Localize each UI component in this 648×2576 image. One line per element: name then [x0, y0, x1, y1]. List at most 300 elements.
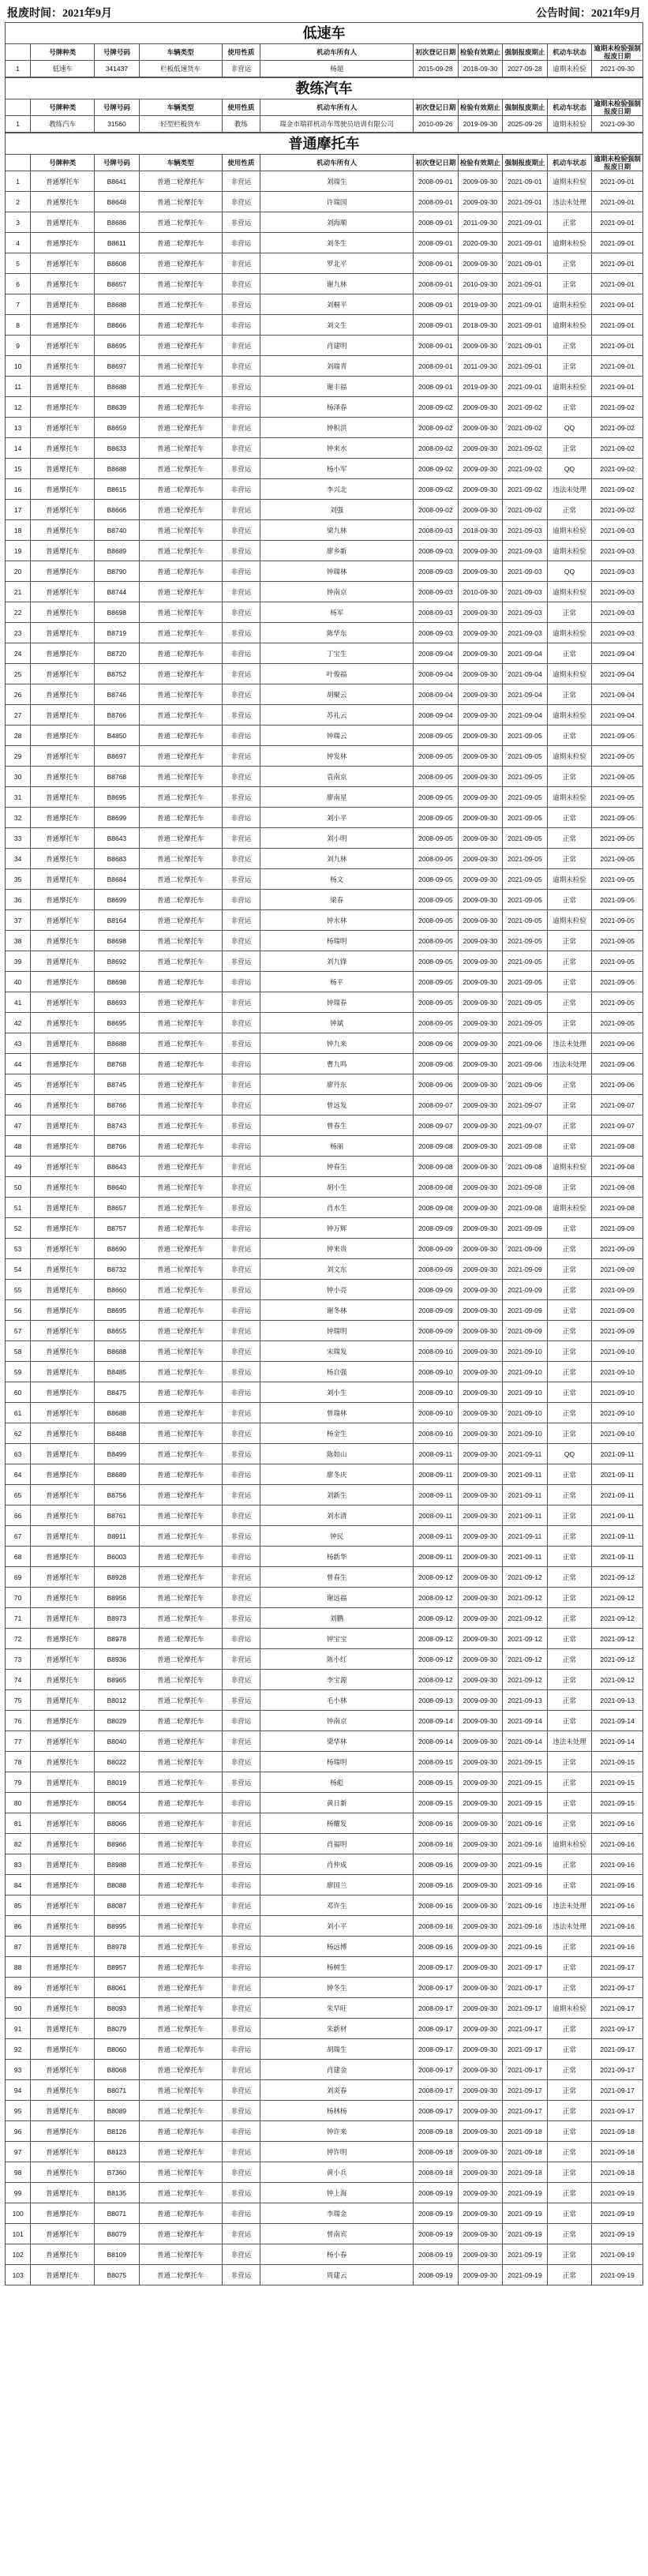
table-cell: 2021-09-08 — [503, 1136, 548, 1157]
table-cell: 非营运 — [222, 2080, 260, 2101]
table-cell: 普通摩托车 — [31, 787, 95, 808]
table-cell: 2021-09-17 — [503, 2080, 548, 2101]
table-cell: 2021-09-11 — [592, 1547, 643, 1567]
table-cell: 2008-09-17 — [414, 2060, 459, 2080]
table-cell: 胡瑞生 — [260, 2039, 414, 2060]
table-cell: 正常 — [547, 1280, 592, 1300]
table-cell: 2021-09-13 — [592, 1690, 643, 1711]
table-cell: 普通摩托车 — [31, 890, 95, 910]
table-cell: 钟水林 — [260, 910, 414, 931]
table-row — [6, 1403, 643, 1423]
table-cell: 普通摩托车 — [31, 1793, 95, 1813]
table-cell: 逾期未检验 — [547, 664, 592, 684]
table-cell: 非营运 — [222, 931, 260, 951]
table-cell: 正常 — [547, 890, 592, 910]
table-cell: 37 — [6, 910, 31, 931]
table-cell: 普通二轮摩托车 — [139, 1013, 222, 1033]
table-row — [6, 520, 643, 541]
table-row — [6, 1834, 643, 1854]
table-cell: 正常 — [547, 212, 592, 233]
table-cell: 42 — [6, 1013, 31, 1033]
table-cell: 钟发林 — [260, 746, 414, 767]
table-cell: 普通摩托车 — [31, 294, 95, 315]
table-cell: B8719 — [95, 623, 140, 643]
table-cell: 2009-09-30 — [458, 1547, 503, 1567]
table-cell: 逾期未检验 — [547, 1198, 592, 1218]
table-cell: 钟小亮 — [260, 1280, 414, 1300]
table-cell: 普通二轮摩托车 — [139, 1731, 222, 1752]
table-row — [6, 643, 643, 664]
table-cell: 普通二轮摩托车 — [139, 726, 222, 746]
table-row — [6, 828, 643, 849]
table-cell: B8956 — [95, 1588, 140, 1608]
table-cell: 2008-09-05 — [414, 992, 459, 1013]
table-cell: 普通二轮摩托车 — [139, 479, 222, 500]
table-cell: 2021-09-15 — [503, 1793, 548, 1813]
table-cell: 2008-09-05 — [414, 726, 459, 746]
column-header: 车辆类型 — [139, 155, 222, 171]
table-cell: 2009-09-30 — [458, 1793, 503, 1813]
table-cell: 2009-09-30 — [458, 1074, 503, 1095]
table-cell: 正常 — [547, 2080, 592, 2101]
table-cell: 51 — [6, 1198, 31, 1218]
table-cell: 2021-09-11 — [503, 1526, 548, 1547]
table-cell: 2021-09-05 — [503, 890, 548, 910]
table-cell: 普通摩托车 — [31, 1629, 95, 1649]
table-cell: 2009-09-30 — [458, 1629, 503, 1649]
table-cell: 2021-09-10 — [592, 1403, 643, 1423]
table-cell: 非营运 — [222, 1116, 260, 1136]
table-cell: 普通摩托车 — [31, 992, 95, 1013]
table-cell: 普通摩托车 — [31, 2080, 95, 2101]
table-cell: 非营运 — [222, 294, 260, 315]
table-cell: 2009-09-30 — [458, 2224, 503, 2244]
table-cell: 普通摩托车 — [31, 377, 95, 397]
table-cell: 2021-09-17 — [592, 1957, 643, 1978]
table-cell: 2008-09-12 — [414, 1629, 459, 1649]
table-cell: 2021-09-16 — [503, 1834, 548, 1854]
table-cell: 2021-09-05 — [503, 910, 548, 931]
table-cell: 1 — [6, 171, 31, 192]
table-cell: 2021-09-18 — [592, 2162, 643, 2183]
table-cell: 2021-09-17 — [503, 2101, 548, 2121]
table-cell: 非营运 — [222, 664, 260, 684]
table-cell: 2009-09-30 — [458, 1033, 503, 1054]
table-row — [6, 336, 643, 356]
table-cell: 普通二轮摩托车 — [139, 1218, 222, 1239]
table-cell: 普通二轮摩托车 — [139, 767, 222, 787]
table-cell: 2008-09-01 — [414, 233, 459, 253]
table-cell: 普通摩托车 — [31, 212, 95, 233]
table-cell: 普通摩托车 — [31, 1382, 95, 1403]
table-row — [6, 1916, 643, 1937]
table-cell: 普通二轮摩托车 — [139, 2183, 222, 2203]
table-cell: 正常 — [547, 972, 592, 992]
table-cell: 非营运 — [222, 1670, 260, 1690]
table-cell: 38 — [6, 931, 31, 951]
table-row — [6, 1875, 643, 1895]
table-cell: 普通摩托车 — [31, 459, 95, 479]
table-cell: 李瑞金 — [260, 2203, 414, 2224]
table-cell: 2021-09-11 — [503, 1547, 548, 1567]
table-cell: B8660 — [95, 1280, 140, 1300]
table-cell: 普通二轮摩托车 — [139, 1074, 222, 1095]
table-cell: 非营运 — [222, 336, 260, 356]
table-cell: B8697 — [95, 356, 140, 377]
table-cell: 普通摩托车 — [31, 1526, 95, 1547]
table-cell: 普通二轮摩托车 — [139, 1711, 222, 1731]
table-cell: 逾期未检验 — [547, 787, 592, 808]
table-cell: 非营运 — [222, 1526, 260, 1547]
table-cell: 2021-09-05 — [592, 951, 643, 972]
table-cell: 2008-09-05 — [414, 972, 459, 992]
table-cell: 普通二轮摩托车 — [139, 2265, 222, 2285]
table-row — [6, 1280, 643, 1300]
table-cell: 钟民 — [260, 1526, 414, 1547]
table-cell: 2021-09-03 — [503, 602, 548, 623]
table-cell: 正常 — [547, 1464, 592, 1485]
table-cell: B8697 — [95, 746, 140, 767]
table-cell: 2021-09-12 — [592, 1670, 643, 1690]
table-cell: 2009-09-30 — [458, 1670, 503, 1690]
table-cell: 11 — [6, 377, 31, 397]
table-cell: 普通摩托车 — [31, 1772, 95, 1793]
table-cell: 46 — [6, 1095, 31, 1116]
table-cell: 非营运 — [222, 1752, 260, 1772]
table-cell: 2021-09-05 — [503, 1013, 548, 1033]
table-cell: 2008-09-14 — [414, 1731, 459, 1752]
table-cell: 普通摩托车 — [31, 2039, 95, 2060]
table-cell: 刘文东 — [260, 1259, 414, 1280]
table-cell: 2008-09-05 — [414, 869, 459, 890]
table-cell: 非营运 — [222, 1403, 260, 1423]
table-cell: 35 — [6, 869, 31, 890]
table-cell: 非营运 — [222, 1280, 260, 1300]
table-cell: 普通二轮摩托车 — [139, 582, 222, 602]
table-cell: 普通二轮摩托车 — [139, 1772, 222, 1793]
table-cell: 普通二轮摩托车 — [139, 274, 222, 294]
table-cell: 2009-09-30 — [458, 1916, 503, 1937]
table-cell: 普通二轮摩托车 — [139, 664, 222, 684]
table-cell: 2008-09-11 — [414, 1444, 459, 1464]
table-cell: 曾南宾 — [260, 2224, 414, 2244]
table-cell: 普通二轮摩托车 — [139, 1464, 222, 1485]
table-cell: 普通摩托车 — [31, 1321, 95, 1341]
table-cell: 54 — [6, 1259, 31, 1280]
table-cell: 黄日新 — [260, 1793, 414, 1813]
table-cell: 2021-09-03 — [592, 561, 643, 582]
table-cell: 逾期未检验 — [547, 541, 592, 561]
table-cell: 2018-09-30 — [458, 315, 503, 336]
table-cell: 谢丰福 — [260, 377, 414, 397]
table-cell: 2018-09-30 — [458, 61, 503, 77]
table-row — [6, 1998, 643, 2019]
table-row — [6, 808, 643, 828]
table-cell: 正常 — [547, 1300, 592, 1321]
table-cell: 杨树生 — [260, 1957, 414, 1978]
table-cell: 普通二轮摩托车 — [139, 2142, 222, 2162]
table-cell: B8695 — [95, 1300, 140, 1321]
table-cell: 2009-09-30 — [458, 787, 503, 808]
table-cell: 2009-09-30 — [458, 726, 503, 746]
table-cell: 2008-09-03 — [414, 561, 459, 582]
table-cell: 2009-09-30 — [458, 1567, 503, 1588]
table-row — [6, 1198, 643, 1218]
table-cell: 正常 — [547, 992, 592, 1013]
table-cell: 2008-09-11 — [414, 1485, 459, 1505]
table-cell: B8109 — [95, 2244, 140, 2265]
table-cell: 2021-09-08 — [592, 1198, 643, 1218]
table-cell: 杨泽春 — [260, 397, 414, 418]
table-cell: 96 — [6, 2121, 31, 2142]
table-cell: 肖福明 — [260, 1834, 414, 1854]
table-cell: 57 — [6, 1321, 31, 1341]
table-cell: 97 — [6, 2142, 31, 2162]
table-cell: 非营运 — [222, 1813, 260, 1834]
table-cell: 2021-09-05 — [503, 828, 548, 849]
table-cell: 2021-09-16 — [503, 1937, 548, 1957]
table-cell: 正常 — [547, 1629, 592, 1649]
table-cell: 20 — [6, 561, 31, 582]
table-cell: 59 — [6, 1362, 31, 1382]
table-cell: B8699 — [95, 808, 140, 828]
table-cell: 非营运 — [222, 212, 260, 233]
table-cell: 普通摩托车 — [31, 1834, 95, 1854]
table-cell: 普通二轮摩托车 — [139, 233, 222, 253]
table-cell: 朱早旺 — [260, 1998, 414, 2019]
table-cell: B8611 — [95, 233, 140, 253]
table-cell: 正常 — [547, 1362, 592, 1382]
table-row — [6, 1937, 643, 1957]
table-cell: 25 — [6, 664, 31, 684]
table-cell: 2009-09-30 — [458, 849, 503, 869]
table-cell: 2021-09-12 — [592, 1567, 643, 1588]
table-cell: 非营运 — [222, 808, 260, 828]
table-cell: 杨远博 — [260, 1937, 414, 1957]
table-cell: 正常 — [547, 1793, 592, 1813]
table-cell: B8683 — [95, 849, 140, 869]
table-cell: 非营运 — [222, 705, 260, 726]
table-cell: 2021-09-01 — [592, 356, 643, 377]
table-row — [6, 1813, 643, 1834]
table-cell: 刘炎春 — [260, 2080, 414, 2101]
table-cell: 2021-09-12 — [503, 1567, 548, 1588]
table-cell: 普通二轮摩托车 — [139, 1588, 222, 1608]
table-cell: 刘瑞青 — [260, 356, 414, 377]
table-cell: 2021-09-14 — [592, 1711, 643, 1731]
table-cell: 普通二轮摩托车 — [139, 1916, 222, 1937]
table-cell: 2021-09-17 — [592, 2060, 643, 2080]
table-cell: 2021-09-15 — [592, 1752, 643, 1772]
table-cell: 普通摩托车 — [31, 808, 95, 828]
table-cell: 2008-09-19 — [414, 2244, 459, 2265]
table-row — [6, 1218, 643, 1239]
table-cell: 普通二轮摩托车 — [139, 1382, 222, 1403]
table-cell: 普通摩托车 — [31, 1711, 95, 1731]
table-cell: 61 — [6, 1403, 31, 1423]
table-cell: 2009-09-30 — [458, 418, 503, 438]
table-row — [6, 684, 643, 705]
table-cell: 2021-09-02 — [592, 500, 643, 520]
table-cell: 2021-09-12 — [592, 1588, 643, 1608]
table-cell: 2021-09-16 — [592, 1834, 643, 1854]
table-cell: 正常 — [547, 1526, 592, 1547]
table-cell: B8060 — [95, 2039, 140, 2060]
table-cell: 2021-09-01 — [592, 212, 643, 233]
table-cell: 非营运 — [222, 746, 260, 767]
table-cell: 2009-09-30 — [458, 1157, 503, 1177]
table-cell: 2021-09-04 — [503, 664, 548, 684]
table-cell: 2021-09-05 — [503, 726, 548, 746]
table-cell: 普通二轮摩托车 — [139, 2162, 222, 2183]
table-cell: B8744 — [95, 582, 140, 602]
table-cell: 2010-09-30 — [458, 274, 503, 294]
table-cell: 普通二轮摩托车 — [139, 2060, 222, 2080]
table-cell: 普通摩托车 — [31, 438, 95, 459]
table-cell: 普通摩托车 — [31, 1403, 95, 1423]
table-cell: 2008-09-19 — [414, 2203, 459, 2224]
table-cell: 2021-09-18 — [503, 2142, 548, 2162]
table-cell: 2021-09-03 — [503, 623, 548, 643]
table-cell: 普通二轮摩托车 — [139, 1485, 222, 1505]
table-cell: 普通二轮摩托车 — [139, 1793, 222, 1813]
table-cell: 普通二轮摩托车 — [139, 787, 222, 808]
table-cell: 2021-09-08 — [503, 1198, 548, 1218]
table-row — [6, 931, 643, 951]
table-cell: 2008-09-13 — [414, 1690, 459, 1711]
table-cell: 2008-09-05 — [414, 828, 459, 849]
table-cell: 2008-09-04 — [414, 705, 459, 726]
table-row — [6, 1382, 643, 1403]
table-cell: 2021-09-02 — [592, 479, 643, 500]
table-cell: 普通二轮摩托车 — [139, 356, 222, 377]
table-row — [6, 623, 643, 643]
table-cell: 2021-09-15 — [592, 1793, 643, 1813]
table-cell: 正常 — [547, 1218, 592, 1239]
table-cell: 普通二轮摩托车 — [139, 1608, 222, 1629]
table-cell: 正常 — [547, 2142, 592, 2162]
table-cell: 廖国兰 — [260, 1875, 414, 1895]
table-cell: 普通二轮摩托车 — [139, 1813, 222, 1834]
table-cell: 2009-09-30 — [458, 992, 503, 1013]
table-cell: 正常 — [547, 1978, 592, 1998]
table-cell: 非营运 — [222, 643, 260, 664]
table-cell: 2009-09-30 — [458, 2101, 503, 2121]
table-cell: 普通摩托车 — [31, 1300, 95, 1321]
table-cell: 75 — [6, 1690, 31, 1711]
table-cell: 普通摩托车 — [31, 1937, 95, 1957]
column-header: 号牌号码 — [95, 44, 140, 61]
table-cell: 钟斌 — [260, 1013, 414, 1033]
table-cell: 杨彪 — [260, 1772, 414, 1793]
table-cell: B8995 — [95, 1916, 140, 1937]
table-cell: 非营运 — [222, 1444, 260, 1464]
table-cell: B8648 — [95, 192, 140, 212]
table-cell: 曾春生 — [260, 1116, 414, 1136]
table-cell: 普通二轮摩托车 — [139, 253, 222, 274]
table-cell: 2021-09-05 — [592, 890, 643, 910]
table-cell: B8743 — [95, 1116, 140, 1136]
table-cell: 72 — [6, 1629, 31, 1649]
table-cell: 非营运 — [222, 2265, 260, 2285]
table-cell: 普通摩托车 — [31, 1916, 95, 1937]
table-cell: 2021-09-16 — [592, 1875, 643, 1895]
table-cell: 普通二轮摩托车 — [139, 1157, 222, 1177]
table-cell: B8087 — [95, 1895, 140, 1916]
table-cell: 2021-09-10 — [503, 1362, 548, 1382]
table-cell: 刘强 — [260, 500, 414, 520]
table-cell: 2021-09-05 — [592, 726, 643, 746]
table-cell: 15 — [6, 459, 31, 479]
table-cell: 普通摩托车 — [31, 315, 95, 336]
table-cell: 2021-09-08 — [503, 1177, 548, 1198]
table-cell: 2021-09-01 — [503, 253, 548, 274]
table-cell: 普通二轮摩托车 — [139, 1937, 222, 1957]
table-cell: 钟南京 — [260, 1711, 414, 1731]
table-cell: 2021-09-05 — [503, 992, 548, 1013]
table-cell: 2021-09-02 — [503, 459, 548, 479]
table-cell: 62 — [6, 1423, 31, 1444]
table-row — [6, 1136, 643, 1157]
table-cell: 2009-09-30 — [458, 1239, 503, 1259]
table-cell: 2021-09-16 — [592, 1854, 643, 1875]
table-cell: 钟上海 — [260, 2183, 414, 2203]
table-cell: 2009-09-30 — [458, 2080, 503, 2101]
table-cell: 陈如山 — [260, 1444, 414, 1464]
table-cell: 89 — [6, 1978, 31, 1998]
table-cell: 5 — [6, 253, 31, 274]
table-cell: 2011-09-30 — [458, 212, 503, 233]
table-cell: 65 — [6, 1485, 31, 1505]
table-cell: 逾期未检验 — [547, 910, 592, 931]
column-header: 使用性质 — [222, 99, 260, 116]
table-cell: 2021-09-02 — [503, 479, 548, 500]
table-cell: 刘九林 — [260, 849, 414, 869]
table-row — [6, 1239, 643, 1259]
table-cell: 普通二轮摩托车 — [139, 171, 222, 192]
table-cell: 2009-09-30 — [458, 1690, 503, 1711]
table-row — [6, 1362, 643, 1382]
column-header — [6, 44, 31, 61]
table-cell: 2021-09-17 — [592, 1998, 643, 2019]
table-cell: 2021-09-03 — [592, 582, 643, 602]
table-cell: 普通二轮摩托车 — [139, 643, 222, 664]
table-cell: 非营运 — [222, 459, 260, 479]
table-cell: 刘小明 — [260, 828, 414, 849]
table-cell: 2021-09-15 — [592, 1772, 643, 1793]
table-cell: 2021-09-11 — [592, 1444, 643, 1464]
table-cell: 2008-09-10 — [414, 1423, 459, 1444]
table-cell: 2008-09-16 — [414, 1834, 459, 1854]
table-cell: 2021-09-09 — [503, 1321, 548, 1341]
table-cell: 73 — [6, 1649, 31, 1670]
table-cell: 2008-09-09 — [414, 1218, 459, 1239]
table-cell: B8071 — [95, 2203, 140, 2224]
table-cell: 2021-09-16 — [592, 1937, 643, 1957]
table-cell: 普通二轮摩托车 — [139, 336, 222, 356]
table-cell: 普通摩托车 — [31, 520, 95, 541]
table-cell: 2010-09-30 — [458, 582, 503, 602]
table-cell: 2021-09-18 — [592, 2121, 643, 2142]
table-row — [6, 1054, 643, 1074]
table-cell: 非营运 — [222, 1731, 260, 1752]
table-cell: 普通摩托车 — [31, 561, 95, 582]
table-cell: B8012 — [95, 1690, 140, 1711]
table-row — [6, 1588, 643, 1608]
table-cell: 钟瑞明 — [260, 1321, 414, 1341]
table-cell: 正常 — [547, 2162, 592, 2183]
table-row — [6, 910, 643, 931]
